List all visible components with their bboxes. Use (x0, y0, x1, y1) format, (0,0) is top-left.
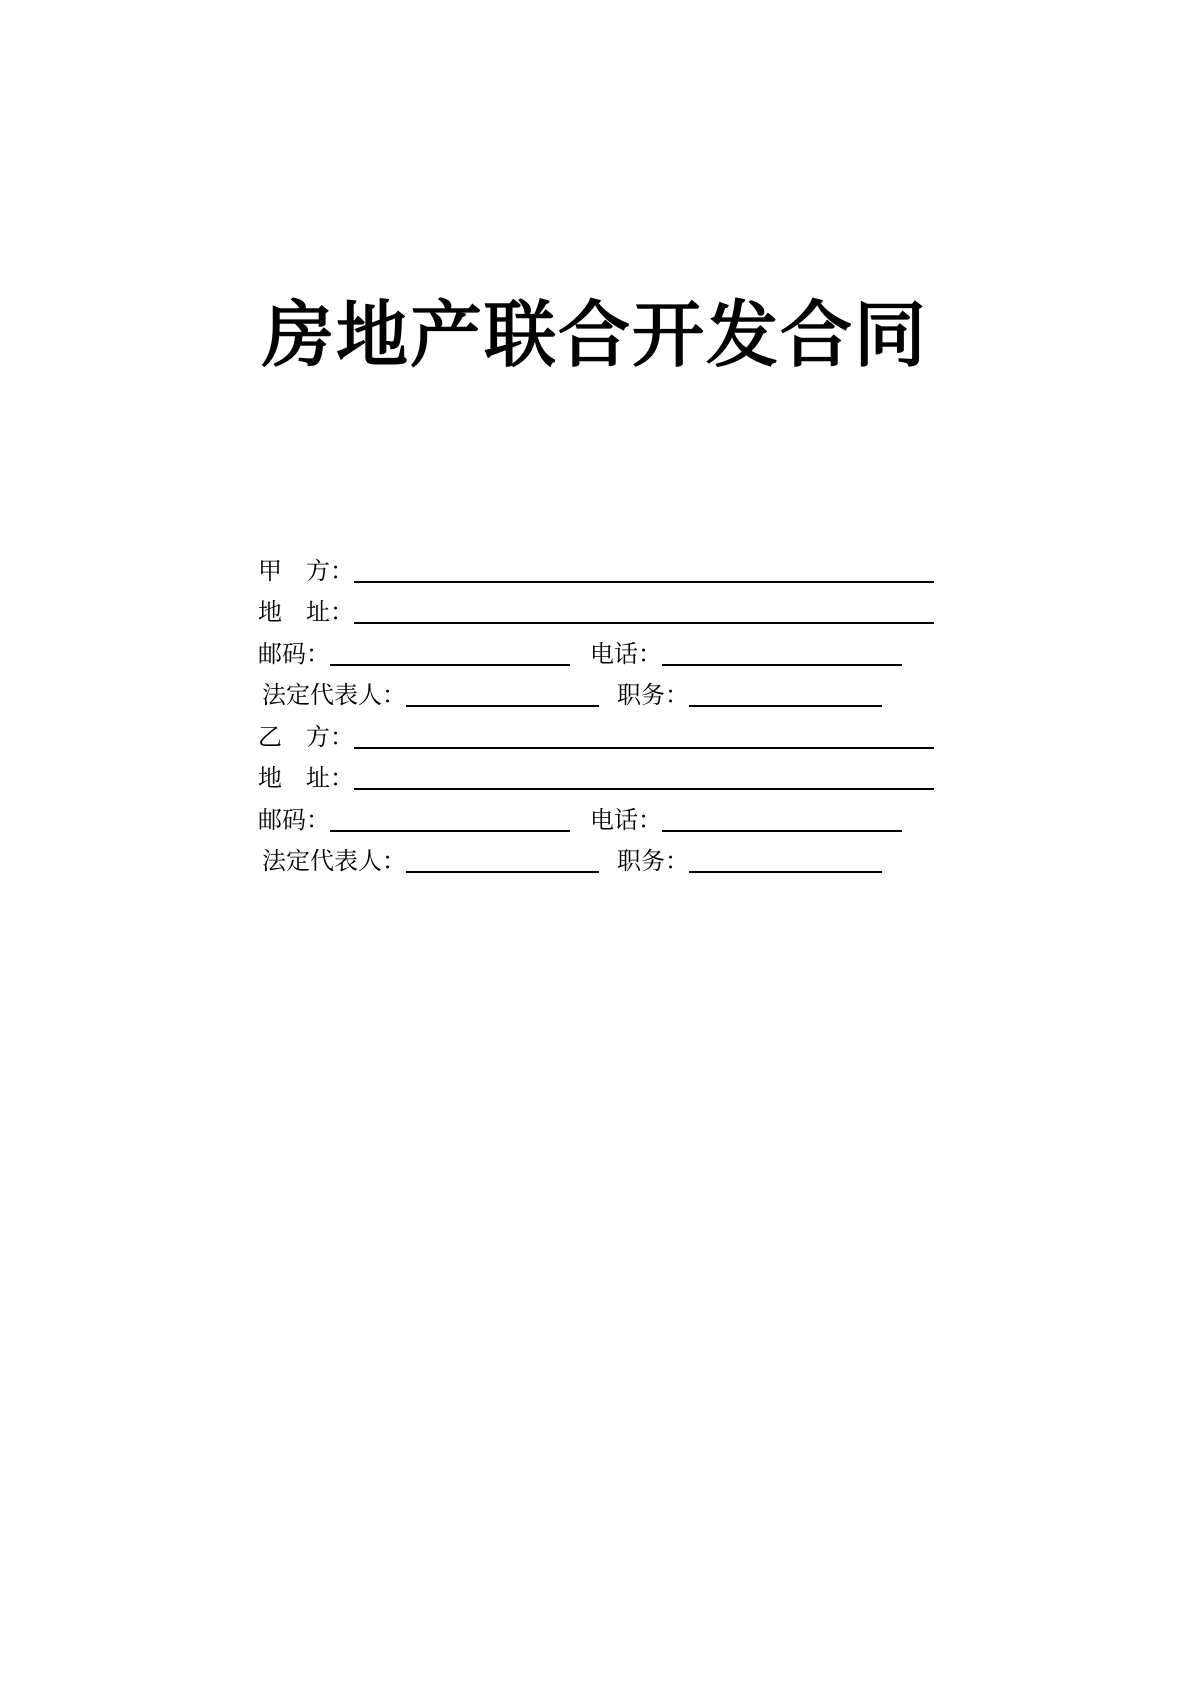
party-b-phone-label: 电话： (590, 805, 662, 834)
party-b-rep-row (258, 836, 948, 878)
party-a-position-label: 职务： (617, 681, 689, 709)
party-a-legal-rep-blank (406, 677, 599, 707)
party-b-position-label: 职务： (617, 847, 689, 875)
party-b-postcode-label: 邮码： (258, 805, 330, 834)
party-b-legal-rep-blank (406, 843, 599, 873)
party-a-postcode-blank (330, 636, 570, 666)
party-a-address-row (258, 587, 948, 629)
party-b-phone-blank (662, 802, 902, 832)
document-title: 房地产联合开发合同 (261, 293, 928, 377)
party-b-address-row (258, 753, 948, 795)
party-a-address-label: 地 址： (258, 598, 354, 626)
party-a-contact-row (258, 628, 948, 670)
party-b-name-blank (354, 719, 934, 749)
party-a-position-blank (689, 677, 882, 707)
party-b-position-blank (689, 843, 882, 873)
party-b-name-row (258, 711, 948, 753)
party-b-contact-row (258, 794, 948, 836)
party-b-name-label: 乙 方： (258, 722, 354, 751)
party-a-name-label: 甲 方： (258, 556, 354, 585)
party-a-postcode-label: 邮码： (258, 639, 330, 668)
party-b-legal-rep-label: 法定代表人： (262, 847, 406, 875)
party-b-postcode-blank (330, 802, 570, 832)
party-a-rep-row (258, 670, 948, 712)
party-a-phone-blank (662, 636, 902, 666)
party-b-address-label: 地 址： (258, 764, 354, 792)
party-a-phone-label: 电话： (590, 639, 662, 668)
party-b-address-blank (354, 760, 934, 790)
party-a-name-row (258, 545, 948, 587)
party-a-legal-rep-label: 法定代表人： (262, 681, 406, 709)
party-a-address-blank (354, 594, 934, 624)
party-info-form (258, 545, 948, 877)
party-a-name-blank (354, 553, 934, 583)
